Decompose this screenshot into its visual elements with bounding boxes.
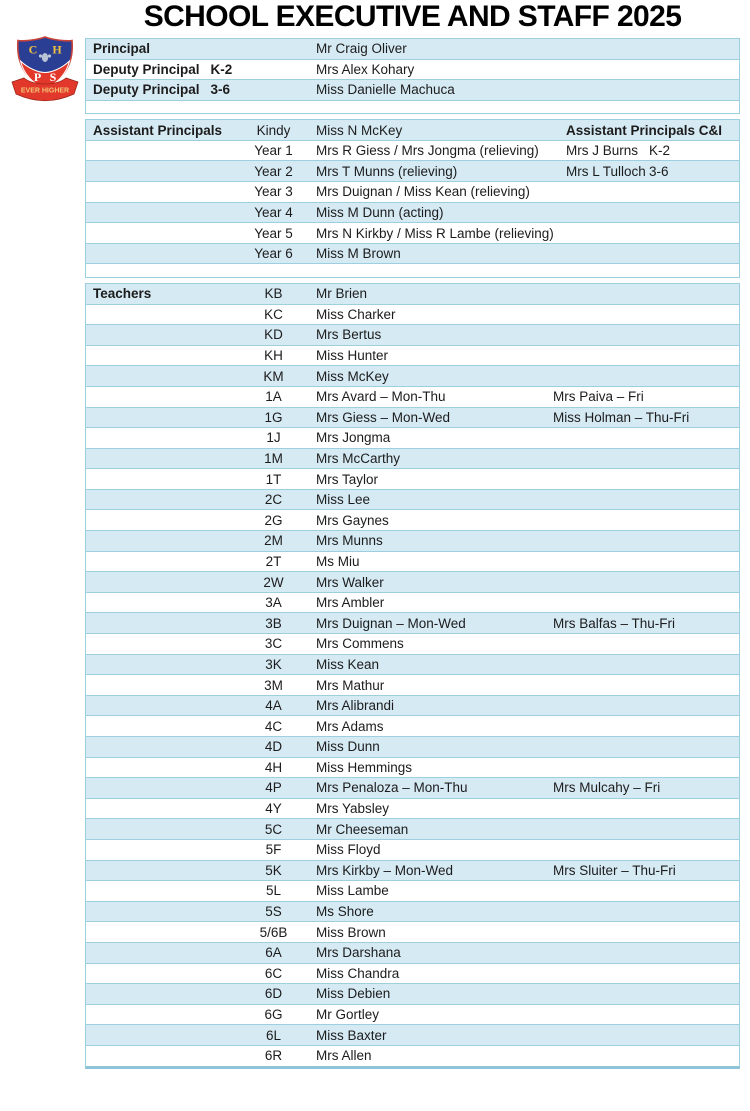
row-label-grade: 3-6 [210,82,231,98]
staff-name: Mr Craig Oliver [316,41,407,57]
staff-name: Mrs Bertus [316,327,382,343]
staff-name: Mrs Duignan / Miss Kean (relieving) [316,184,530,200]
table-row [86,798,739,819]
class-code: KB [264,286,283,302]
staff-name: Mrs Jongma [316,430,391,446]
class-code: 4D [264,739,283,755]
table-row [86,757,739,778]
staff-name: Miss Brown [316,924,386,940]
class-code: 1T [265,471,282,487]
table-row [86,818,739,839]
class-code: 3C [264,636,283,652]
table-row [86,839,739,860]
crest-letter-h: H [52,42,62,57]
class-code: KC [264,306,283,322]
table-row [86,715,739,736]
class-code: 5C [264,821,283,837]
staff-name: Miss Chandra [316,965,400,981]
table-row [86,448,739,469]
table-row [86,345,739,366]
staff-name: Mrs Commens [316,636,404,652]
staff-name: Miss Dunn [316,739,380,755]
section-assistant-principals [85,119,740,278]
staff-name: Miss Hunter [316,348,389,364]
crest-letter-p: P [33,70,42,84]
staff-name: Mrs R Giess / Mrs Jongma (relieving) [316,143,539,159]
staff-name: Mrs Darshana [316,945,401,961]
staff-name: Miss M Brown [316,246,401,262]
secondary-staff-name: Mrs Mulcahy – Fri [553,780,661,796]
row-label [86,62,236,77]
class-code: KD [264,327,283,343]
crest-emblem-dot [39,54,42,57]
staff-name: Miss Charker [316,306,396,322]
school-crest-logo [9,36,81,104]
staff-name: Mrs Ambler [316,595,385,611]
table-row [86,79,739,100]
row-label-text: Deputy Principal [93,82,200,98]
staff-name: Miss Debien [316,986,391,1002]
staff-name: Mrs Taylor [316,471,379,487]
class-code: 5L [265,883,282,899]
staff-name: Mr Brien [316,286,368,302]
table-row [86,181,739,202]
staff-name: Miss M Dunn (acting) [316,204,444,220]
row-label-text: Teachers [93,286,152,302]
staff-name: Mrs Mathur [316,677,385,693]
table-row [86,489,739,510]
row-label-text: Assistant Principals [93,122,223,138]
table-row [86,160,739,181]
table-row [86,963,739,984]
class-code: 6D [264,986,283,1002]
class-code: 4P [265,780,282,796]
page-title: SCHOOL EXECUTIVE AND STAFF 2025 [143,0,682,33]
staff-name: Ms Shore [316,904,374,920]
class-code: 4C [264,718,283,734]
table-row [86,777,739,798]
table-row [86,284,739,304]
table-row [86,654,739,675]
secondary-staff-name: Mrs J Burns [566,143,639,159]
secondary-staff-name: Mrs Paiva – Fri [553,389,644,405]
staff-name: Mr Gortley [316,1007,380,1023]
table-row [86,1004,739,1025]
secondary-staff-grade: 3-6 [649,163,669,179]
row-label [86,41,236,56]
staff-name: Mrs Munns [316,533,383,549]
class-code: 6L [265,1027,282,1043]
secondary-staff [548,616,739,631]
staff-name: Mrs Gaynes [316,512,389,528]
table-row [86,407,739,428]
class-code: 3B [265,615,282,631]
staff-name: Mrs N Kirkby / Miss R Lambe (relieving) [316,225,554,241]
table-row [86,202,739,223]
table-row [86,243,739,264]
row-label-text: Principal [93,41,151,57]
class-code: KH [264,348,283,364]
class-code: Kindy [256,122,291,138]
table-row [86,983,739,1004]
class-code: 2W [263,574,284,590]
crest-letter-s: S [49,70,57,84]
class-code: 6G [264,1007,283,1023]
class-code: 2C [264,492,283,508]
table-row [86,612,739,633]
class-code: 1J [266,430,281,446]
class-code: 4H [264,759,283,775]
class-code: 2M [264,533,283,549]
class-code: Year 6 [254,246,293,262]
class-code: 3K [265,656,282,672]
staff-name: Mr Cheeseman [316,821,409,837]
class-code: 4Y [265,801,282,817]
table-row [86,674,739,695]
staff-name: Miss Danielle Machuca [316,82,455,98]
class-code: 3M [264,677,283,693]
staff-name: Mrs Duignan – Mon-Wed [316,615,466,631]
row-label [86,286,236,301]
table-row [86,942,739,963]
table-row [86,736,739,757]
staff-name: Miss McKey [316,368,389,384]
class-code: Year 5 [254,225,293,241]
table-row [86,633,739,654]
table-row [86,551,739,572]
table-row [86,222,739,243]
secondary-staff [548,780,739,795]
secondary-staff-grade: K-2 [649,143,671,159]
staff-name: Miss Lee [316,492,371,508]
table-row [86,1045,739,1066]
class-code: 3A [265,595,282,611]
table-row [86,921,739,942]
class-code: 6A [265,945,282,961]
staff-table [85,38,740,1074]
table-row [86,365,739,386]
class-code: 1G [264,409,283,425]
staff-name: Mrs Avard – Mon-Thu [316,389,446,405]
secondary-staff [548,123,739,138]
staff-name: Miss N McKey [316,122,403,138]
class-code: 1A [265,389,282,405]
crest-emblem [42,53,48,62]
secondary-staff [548,863,739,878]
table-row [86,860,739,881]
blank-separator-row [86,263,739,277]
staff-name: Mrs Penaloza – Mon-Thu [316,780,468,796]
class-code: 6C [264,965,283,981]
class-code: Year 2 [254,163,293,179]
row-label [86,123,236,138]
staff-name: Mrs Allen [316,1048,372,1064]
secondary-staff [548,164,739,179]
section-teachers [85,283,740,1069]
class-code: KM [263,368,284,384]
table-row [86,386,739,407]
class-code: 5K [265,862,282,878]
secondary-staff-name: Assistant Principals C&I [566,122,723,138]
table-row [86,140,739,161]
staff-name: Ms Miu [316,553,360,569]
secondary-staff [548,389,739,404]
secondary-staff-name: Mrs L Tulloch [566,163,646,179]
staff-name: Mrs Giess – Mon-Wed [316,409,451,425]
class-code: Year 3 [254,184,293,200]
table-row [86,468,739,489]
staff-name: Miss Baxter [316,1027,387,1043]
class-code: Year 1 [254,143,293,159]
staff-name: Miss Hemmings [316,759,413,775]
table-row [86,427,739,448]
crest-motto: EVER HIGHER [20,87,70,95]
row-label-text: Deputy Principal [93,61,200,77]
staff-name: Mrs McCarthy [316,450,400,466]
secondary-staff-name: Miss Holman – Thu-Fri [553,409,690,425]
blank-separator-row [86,100,739,114]
class-code: 6R [264,1048,283,1064]
staff-name: Mrs Kirkby – Mon-Wed [316,862,454,878]
table-row [86,59,739,80]
table-row [86,880,739,901]
class-code: 2T [265,553,282,569]
table-row [86,530,739,551]
secondary-staff-name: Mrs Sluiter – Thu-Fri [553,862,676,878]
staff-name: Mrs Adams [316,718,384,734]
table-row [86,39,739,59]
table-row [86,304,739,325]
staff-name: Mrs Alex Kohary [316,61,415,77]
table-row [86,324,739,345]
row-label-grade: K-2 [210,61,233,77]
staff-name: Mrs Walker [316,574,384,590]
crest-letter-c: C [28,42,38,57]
row-label [86,82,236,97]
secondary-staff [548,410,739,425]
class-code: 4A [265,698,282,714]
table-row [86,592,739,613]
table-row [86,509,739,530]
class-code: Year 4 [254,204,293,220]
crest-emblem-dot [48,54,51,57]
staff-name: Mrs T Munns (relieving) [316,163,458,179]
class-code: 5S [265,904,282,920]
secondary-staff-name: Mrs Balfas – Thu-Fri [553,615,676,631]
class-code: 1M [264,450,283,466]
section-executive [85,38,740,114]
staff-name: Mrs Yabsley [316,801,390,817]
table-row [86,695,739,716]
class-code: 2G [264,512,283,528]
staff-name: Mrs Alibrandi [316,698,395,714]
class-code: 5/6B [259,924,288,940]
staff-name: Miss Lambe [316,883,389,899]
staff-name: Miss Kean [316,656,380,672]
secondary-staff [548,143,739,158]
class-code: 5F [265,842,282,858]
table-row [86,571,739,592]
table-row [86,120,739,140]
table-row [86,901,739,922]
table-row [86,1024,739,1045]
staff-name: Miss Floyd [316,842,381,858]
